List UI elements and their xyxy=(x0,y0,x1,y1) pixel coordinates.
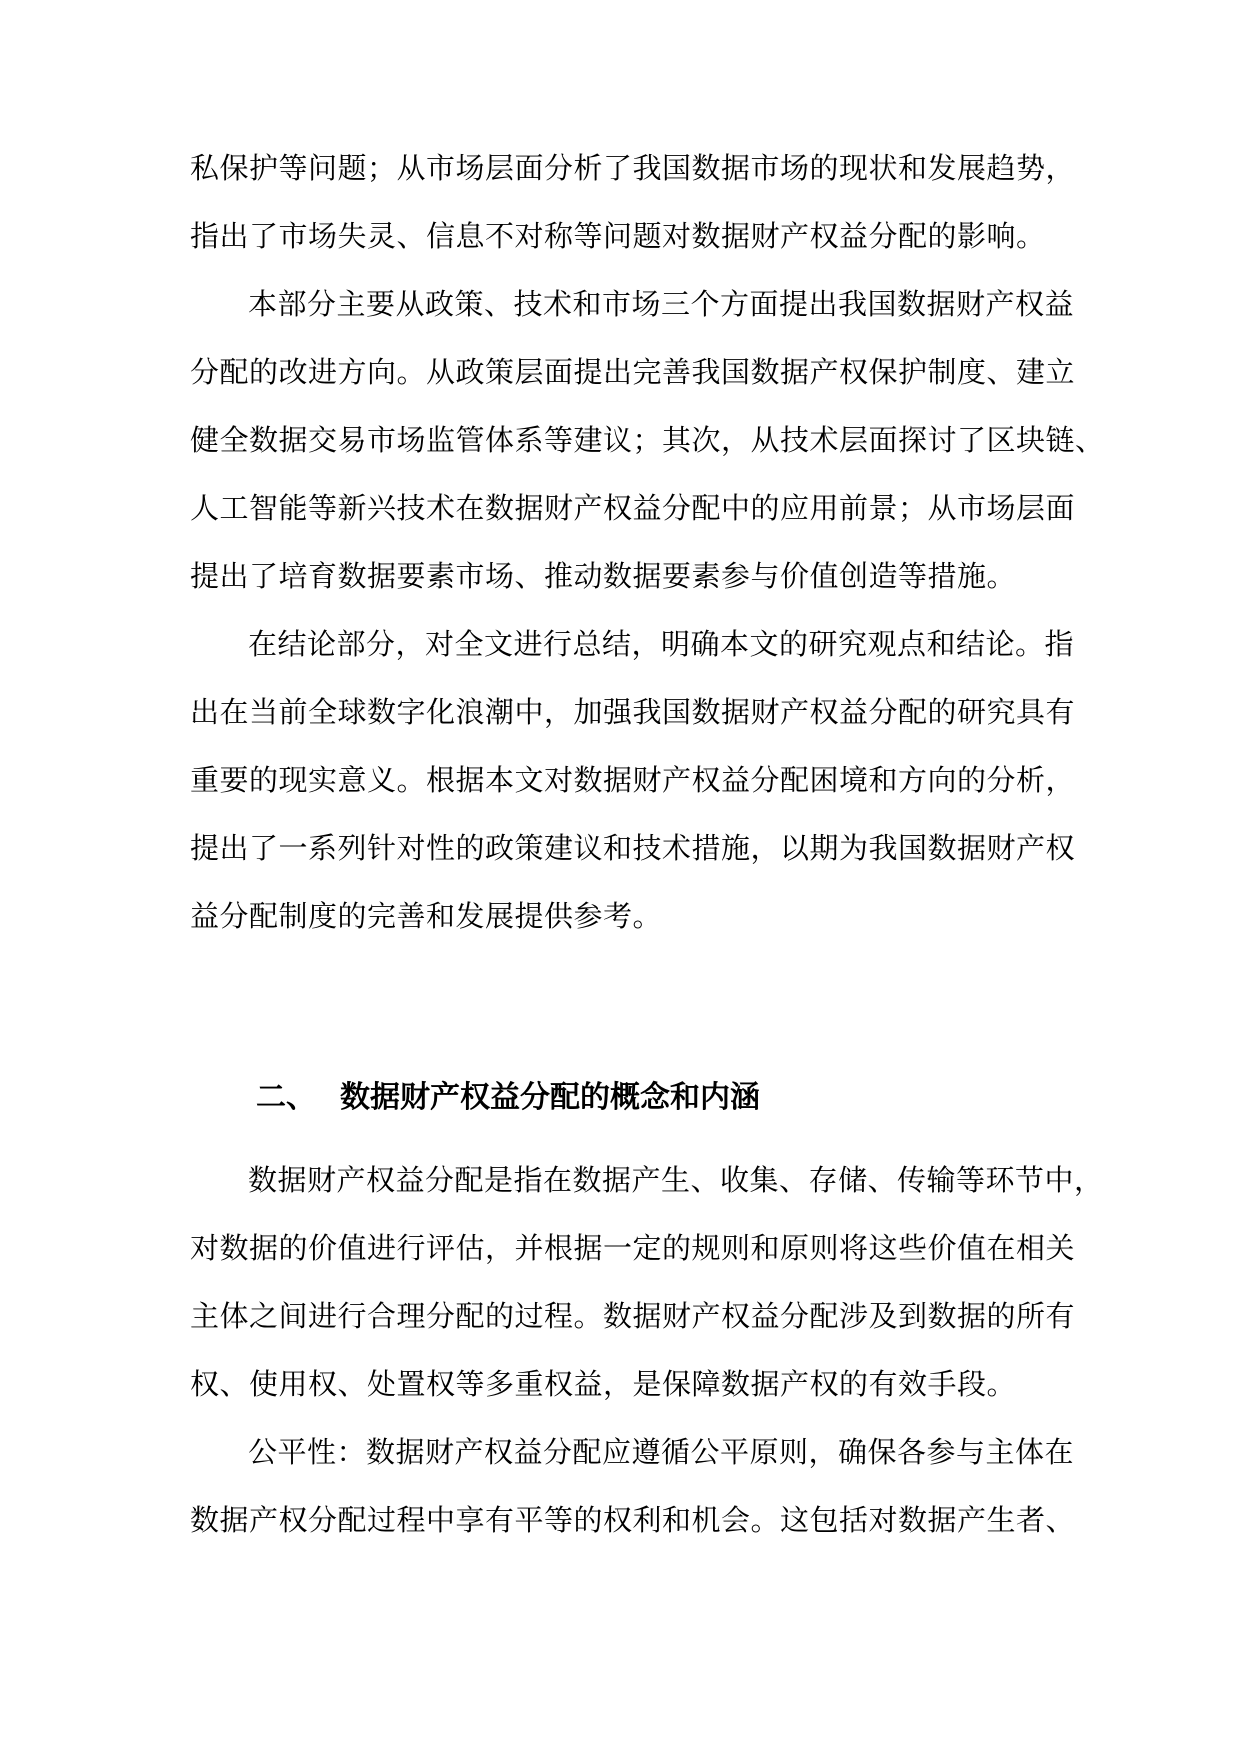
section-title: 数据财产权益分配的概念和内涵 xyxy=(340,1080,760,1115)
text-line: 指出了市场失灵、信息不对称等问题对数据财产权益分配的影响。 xyxy=(190,219,1046,253)
text-line: 益分配制度的完善和发展提供参考。 xyxy=(190,899,663,933)
paragraph-first-line: 数据财产权益分配是指在数据产生、收集、存储、传输等环节中， xyxy=(248,1163,1104,1197)
text-line: 私保护等问题；从市场层面分析了我国数据市场的现状和发展趋势， xyxy=(190,151,1076,185)
text-line: 权、使用权、处置权等多重权益，是保障数据产权的有效手段。 xyxy=(190,1367,1017,1401)
text-line: 健全数据交易市场监管体系等建议；其次，从技术层面探讨了区块链、 xyxy=(190,423,1105,457)
text-line: 分配的改进方向。从政策层面提出完善我国数据产权保护制度、建立 xyxy=(190,355,1076,389)
paragraph-first-line: 本部分主要从政策、技术和市场三个方面提出我国数据财产权益 xyxy=(248,287,1075,321)
text-line: 重要的现实意义。根据本文对数据财产权益分配困境和方向的分析， xyxy=(190,763,1076,797)
section-heading xyxy=(256,1078,760,1118)
text-line: 人工智能等新兴技术在数据财产权益分配中的应用前景；从市场层面 xyxy=(190,491,1076,525)
text-line: 对数据的价值进行评估，并根据一定的规则和原则将这些价值在相关 xyxy=(190,1231,1076,1265)
text-line: 数据产权分配过程中享有平等的权利和机会。这包括对数据产生者、 xyxy=(190,1503,1076,1537)
text-line: 出在当前全球数字化浪潮中，加强我国数据财产权益分配的研究具有 xyxy=(190,695,1076,729)
text-line: 提出了一系列针对性的政策建议和技术措施，以期为我国数据财产权 xyxy=(190,831,1076,865)
text-line: 主体之间进行合理分配的过程。数据财产权益分配涉及到数据的所有 xyxy=(190,1299,1076,1333)
text-line: 提出了培育数据要素市场、推动数据要素参与价值创造等措施。 xyxy=(190,559,1017,593)
paragraph-first-line: 公平性：数据财产权益分配应遵循公平原则，确保各参与主体在 xyxy=(248,1435,1075,1469)
section-number: 二、 xyxy=(256,1080,316,1115)
paragraph-first-line: 在结论部分，对全文进行总结，明确本文的研究观点和结论。指 xyxy=(248,627,1075,661)
